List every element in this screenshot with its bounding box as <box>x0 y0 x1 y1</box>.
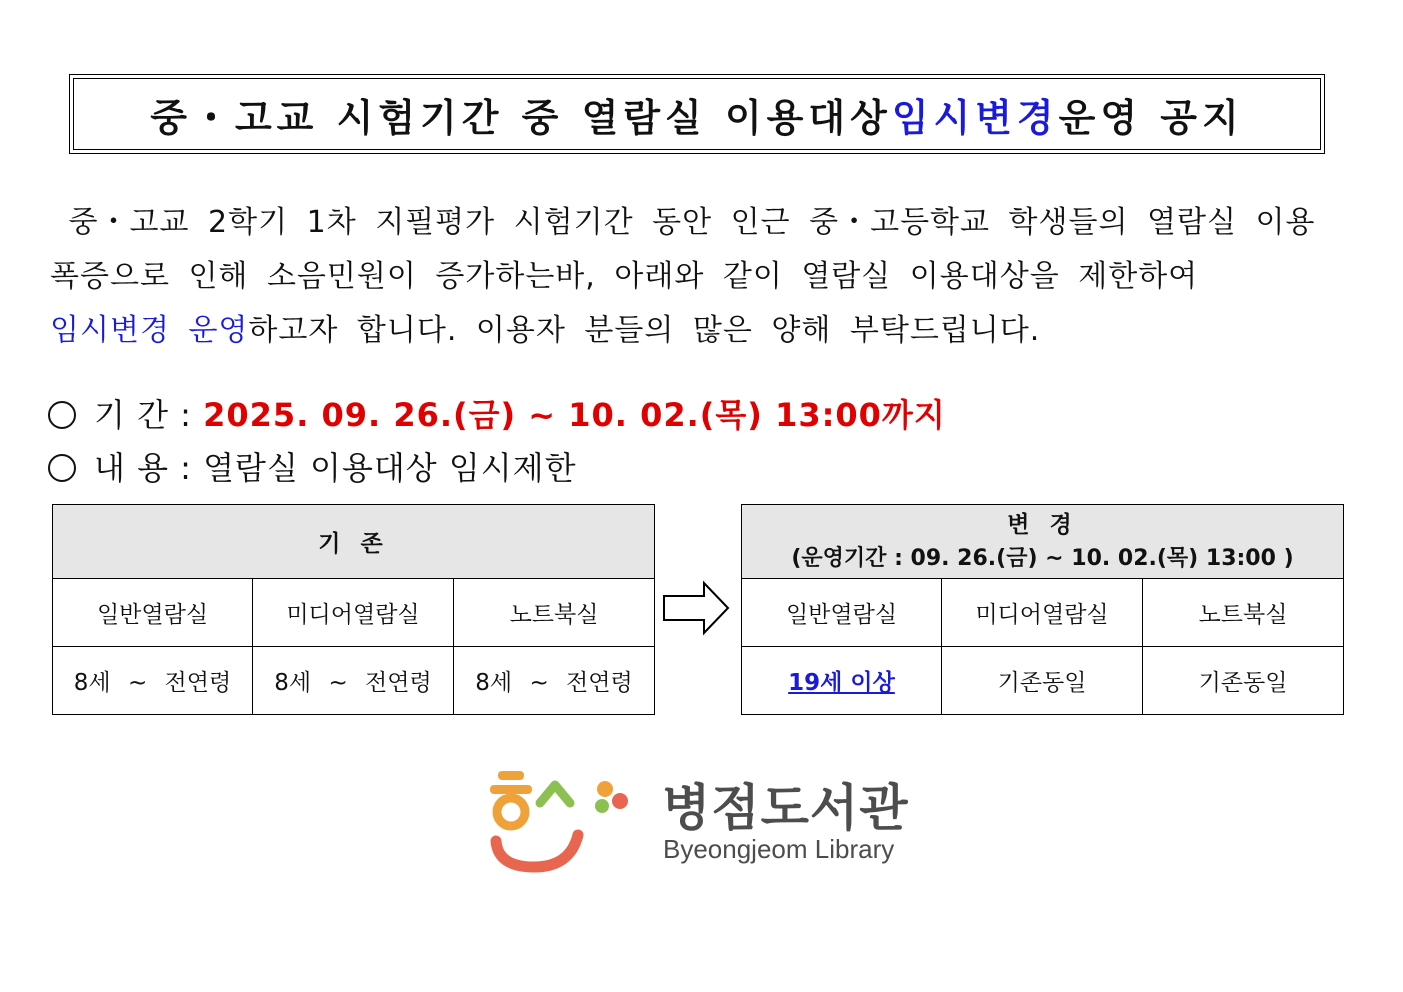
intro-line-3: 임시변경 운영하고자 합니다. 이용자 분들의 많은 양해 부탁드립니다. <box>50 313 1041 348</box>
notice-title-box <box>69 74 1325 154</box>
period-label: 기 간 : <box>94 396 204 434</box>
existing-col-notebook: 노트북실 <box>454 579 655 647</box>
changed-val-general: 19세 이상 <box>788 670 895 696</box>
right-arrow-icon <box>662 580 732 636</box>
period-item <box>48 390 946 436</box>
changed-val-media: 기존동일 <box>942 647 1143 715</box>
library-name-en: Byeongjeom Library <box>663 834 895 864</box>
intro-line-2: 폭증으로 인해 소음민원이 증가하는바, 아래와 같이 열람실 이용대상을 제한하여 <box>50 259 1199 294</box>
content-label: 내 용 : <box>94 449 204 487</box>
existing-val-notebook: 8세 ~ 전연령 <box>454 647 655 715</box>
existing-header: 기 존 <box>53 505 655 579</box>
existing-col-media: 미디어열람실 <box>253 579 454 647</box>
circle-bullet-icon <box>48 454 76 482</box>
changed-val-notebook: 기존동일 <box>1143 647 1344 715</box>
title-part1: 중・고교 시험기간 중 열람실 이용대상 <box>150 95 892 140</box>
changed-col-media: 미디어열람실 <box>942 579 1143 647</box>
content-item <box>48 443 577 489</box>
changed-col-general: 일반열람실 <box>742 579 942 647</box>
notice-title <box>73 78 1321 150</box>
changed-header-cell <box>742 505 1344 579</box>
existing-val-media: 8세 ~ 전연령 <box>253 647 454 715</box>
period-value: 2025. 09. 26.(금) ~ 10. 02.(목) 13:00까지 <box>203 396 946 434</box>
existing-col-general: 일반열람실 <box>53 579 253 647</box>
title-part2: 운영 공지 <box>1058 95 1244 140</box>
existing-val-general: 8세 ~ 전연령 <box>53 647 253 715</box>
existing-table <box>52 504 655 715</box>
library-name-ko: 병점도서관 <box>662 779 909 837</box>
content-value: 열람실 이용대상 임시제한 <box>203 449 577 487</box>
title-highlight: 임시변경 <box>891 95 1059 140</box>
intro-line-1: 중・고교 2학기 1차 지필평가 시험기간 동안 인근 중・고등학교 학생들의 열람실 이용 <box>68 205 1316 240</box>
changed-table <box>741 504 1344 715</box>
library-logo-icon <box>488 765 638 875</box>
changed-subheader: (운영기간 : 09. 26.(금) ~ 10. 02.(목) 13:00 ) <box>791 545 1294 571</box>
changed-val-general-cell <box>742 647 942 715</box>
circle-bullet-icon <box>48 401 76 429</box>
changed-header: 변 경 <box>1007 511 1078 538</box>
intro-highlight: 임시변경 운영 <box>50 313 249 348</box>
changed-col-notebook: 노트북실 <box>1143 579 1344 647</box>
